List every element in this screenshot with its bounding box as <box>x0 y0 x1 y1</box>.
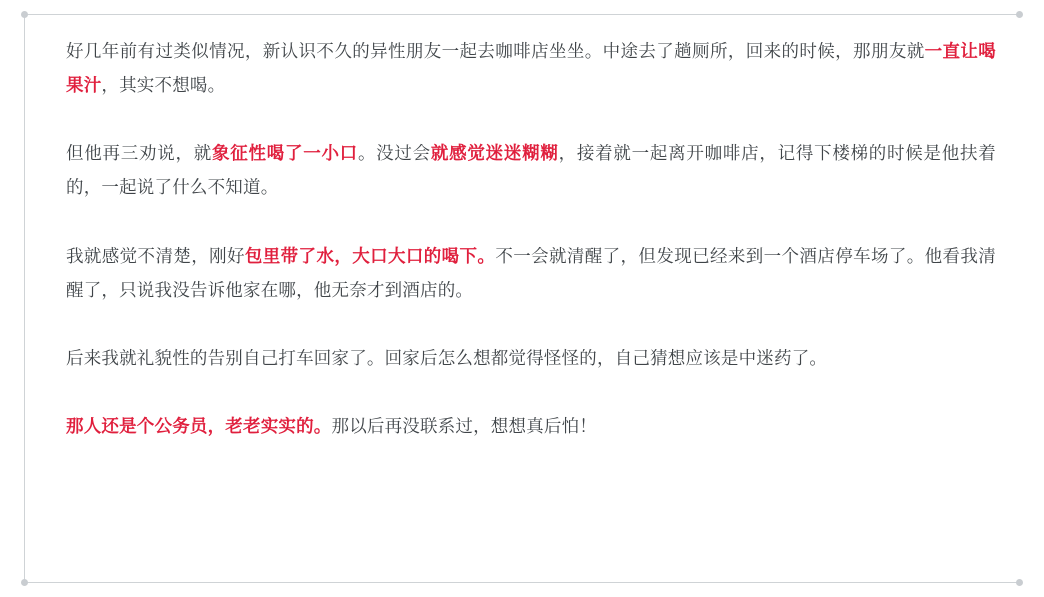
highlighted-text: 就感觉迷迷糊糊 <box>430 143 559 164</box>
body-text: ，接着就一起离开咖啡店，记得下楼梯的时候是他扶着的，一起说了什么不知道。 <box>66 143 996 198</box>
body-text: 。没过会 <box>357 143 431 164</box>
paragraph-p2 <box>66 136 996 204</box>
paragraph-p4 <box>66 341 996 375</box>
corner-dot-top-left <box>21 11 28 18</box>
paragraph-p5 <box>66 409 996 443</box>
paragraph-p3 <box>66 239 996 307</box>
highlighted-text: 一直让喝果汁 <box>66 41 996 96</box>
frame-top-rule <box>24 14 1020 15</box>
paragraph-p1 <box>66 34 996 102</box>
body-text: 但他再三劝说，就 <box>66 143 212 164</box>
highlighted-text: 象征性喝了一小口 <box>211 143 358 164</box>
highlighted-text: 包里带了水，大口大口的喝下。 <box>244 245 496 266</box>
frame-left-rule <box>24 14 25 583</box>
body-text: 我就感觉不清楚，刚好 <box>66 245 245 266</box>
corner-dot-top-right <box>1016 11 1023 18</box>
body-text: 后来我就礼貌性的告别自己打车回家了。回家后怎么想都觉得怪怪的，自己猜想应该是中迷药了。 <box>66 347 828 368</box>
body-text: 好几年前有过类似情况，新认识不久的异性朋友一起去咖啡店坐坐。中途去了趟厕所，回来的时候，那朋友就 <box>66 41 925 61</box>
corner-dot-bottom-right <box>1016 579 1023 586</box>
body-text: 不一会就清醒了，但发现已经来到一个酒店停车场了。他看我清醒了，只说我没告诉他家在哪，他无奈才到酒店的。 <box>66 245 996 300</box>
body-text: ，其实不想喝。 <box>101 75 226 96</box>
article-body <box>66 34 996 563</box>
frame-bottom-rule <box>24 582 1020 583</box>
body-text: 那以后再没联系过，想想真后怕！ <box>331 415 597 436</box>
highlighted-text: 那人还是个公务员，老老实实的。 <box>66 415 332 436</box>
corner-dot-bottom-left <box>21 579 28 586</box>
